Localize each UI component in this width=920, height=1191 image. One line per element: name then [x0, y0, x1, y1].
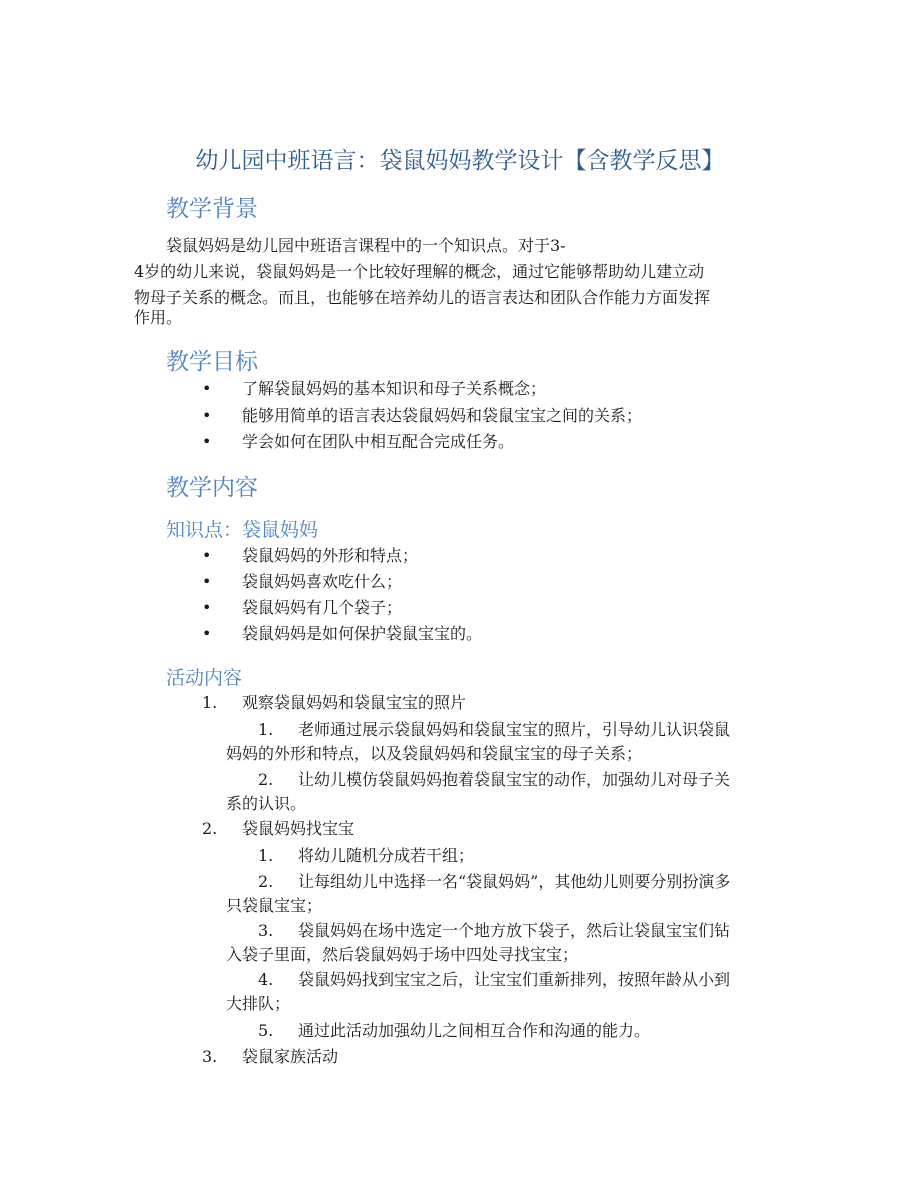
heading-background: 教学背景 — [166, 196, 258, 222]
document-title: 幼儿园中班语言：袋鼠妈妈教学设计【含教学反思】 — [195, 148, 725, 174]
bullet-icon: • — [202, 572, 212, 591]
step-line: 只袋鼠宝宝； — [226, 896, 323, 915]
step-line: 让每组幼儿中选择一名“袋鼠妈妈”，其他幼儿则要分别扮演多 — [298, 872, 731, 891]
step-number: 4. — [258, 970, 274, 989]
bullet-icon: • — [202, 598, 212, 617]
heading-content: 教学内容 — [166, 475, 258, 501]
background-line-3: 物母子关系的概念。而且，也能够在培养幼儿的语言表达和团队合作能力方面发挥 — [134, 288, 711, 307]
heading-activities: 活动内容 — [166, 667, 243, 689]
bullet-icon: • — [202, 406, 212, 425]
step-number: 2. — [258, 872, 274, 891]
step-number: 3. — [258, 921, 274, 940]
bullet-icon: • — [202, 546, 212, 565]
heading-goals: 教学目标 — [166, 349, 258, 375]
step-line: 大排队； — [226, 994, 291, 1013]
step-line: 老师通过展示袋鼠妈妈和袋鼠宝宝的照片，引导幼儿认识袋鼠 — [298, 720, 731, 739]
activity-number: 2. — [202, 819, 218, 838]
activity-label: 袋鼠妈妈找宝宝 — [242, 819, 355, 838]
activity-number: 1. — [202, 693, 218, 712]
bullet-icon: • — [202, 379, 212, 398]
step-line: 入袋子里面，然后袋鼠妈妈于场中四处寻找宝宝； — [226, 945, 579, 964]
step-line: 让幼儿模仿袋鼠妈妈抱着袋鼠宝宝的动作，加强幼儿对母子关 — [298, 770, 731, 789]
background-line-2: 4岁的幼儿来说，袋鼠妈妈是一个比较好理解的概念，通过它能够帮助幼儿建立动 — [134, 262, 705, 281]
activity-label: 观察袋鼠妈妈和袋鼠宝宝的照片 — [242, 693, 467, 712]
step-line: 妈妈的外形和特点，以及袋鼠妈妈和袋鼠宝宝的母子关系； — [226, 744, 643, 763]
step-line: 通过此活动加强幼儿之间相互合作和沟通的能力。 — [298, 1021, 651, 1040]
goal-item: 能够用简单的语言表达袋鼠妈妈和袋鼠宝宝之间的关系； — [242, 406, 643, 425]
background-line-4: 作用。 — [134, 308, 183, 327]
knowledge-item: 袋鼠妈妈喜欢吃什么； — [242, 572, 403, 591]
goal-item: 学会如何在团队中相互配合完成任务。 — [242, 432, 515, 451]
step-number: 2. — [258, 770, 274, 789]
bullet-icon: • — [202, 432, 212, 451]
goal-item: 了解袋鼠妈妈的基本知识和母子关系概念； — [242, 379, 547, 398]
step-number: 5. — [258, 1021, 274, 1040]
knowledge-item: 袋鼠妈妈是如何保护袋鼠宝宝的。 — [242, 624, 483, 643]
step-line: 袋鼠妈妈找到宝宝之后，让宝宝们重新排列，按照年龄从小到 — [298, 970, 731, 989]
knowledge-item: 袋鼠妈妈的外形和特点； — [242, 546, 419, 565]
activity-label: 袋鼠家族活动 — [242, 1047, 339, 1066]
heading-knowledge: 知识点：袋鼠妈妈 — [166, 519, 319, 541]
step-number: 1. — [258, 846, 274, 865]
activity-number: 3. — [202, 1047, 218, 1066]
bullet-icon: • — [202, 624, 212, 643]
step-line: 系的认识。 — [226, 794, 307, 813]
background-line-1: 袋鼠妈妈是幼儿园中班语言课程中的一个知识点。对于3- — [166, 236, 566, 255]
step-line: 袋鼠妈妈在场中选定一个地方放下袋子，然后让袋鼠宝宝们钻 — [298, 921, 731, 940]
knowledge-item: 袋鼠妈妈有几个袋子； — [242, 598, 403, 617]
step-line: 将幼儿随机分成若干组； — [298, 846, 475, 865]
step-number: 1. — [258, 720, 274, 739]
